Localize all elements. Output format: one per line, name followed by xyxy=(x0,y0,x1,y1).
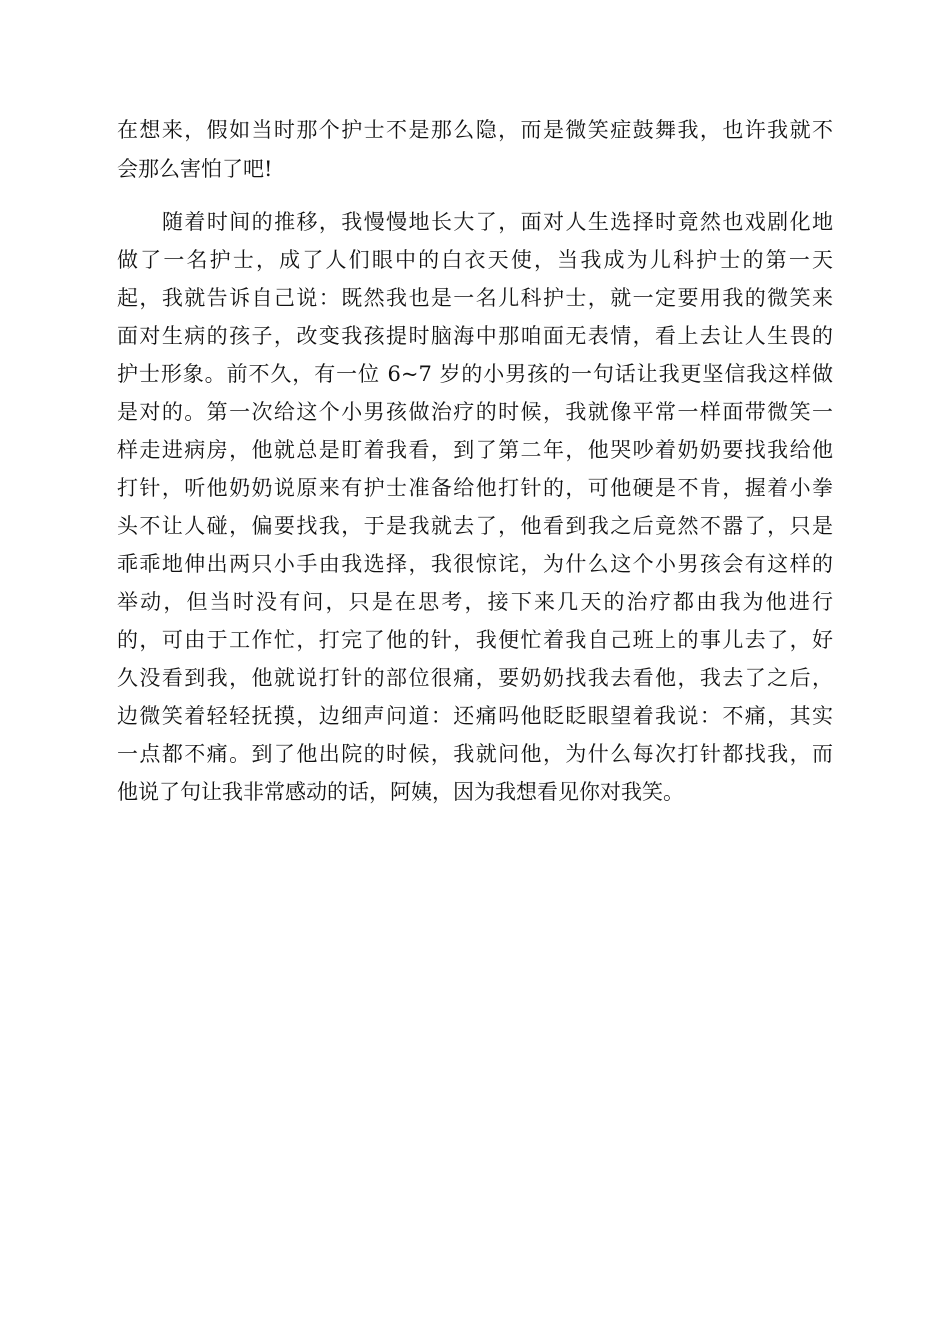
paragraph-2-line-2: 做了一名护士，成了人们眼中的白衣天使，当我成为儿科护士的第一天 xyxy=(117,248,833,272)
paragraph-2-line-10: 乖乖地伸出两只小手由我选择，我很惊诧，为什么这个小男孩会有这样的 xyxy=(117,552,833,576)
paragraph-1-line-2: 会那么害怕了吧! xyxy=(117,157,273,181)
paragraph-2-line-11: 举动，但当时没有问，只是在思考，接下来几天的治疗都由我为他进行 xyxy=(117,590,833,614)
paragraph-2-line-16: 他说了句让我非常感动的话，阿姨，因为我想看见你对我笑。 xyxy=(117,780,684,804)
paragraph-2-line-9: 头不让人碰，偏要找我，于是我就去了，他看到我之后竟然不嚣了，只是 xyxy=(117,514,833,538)
paragraph-2-line-12: 的，可由于工作忙，打完了他的针，我便忙着我自己班上的事儿去了，好 xyxy=(117,628,833,652)
paragraph-2-line-6: 是对的。第一次给这个小男孩做治疗的时候，我就像平常一样面带微笑一 xyxy=(117,400,833,424)
paragraph-2-line-13: 久没看到我，他就说打针的部位很痛，要奶奶找我去看他，我去了之后， xyxy=(117,666,833,690)
paragraph-2-line-4: 面对生病的孩子，改变我孩提时脑海中那咱面无表情，看上去让人生畏的 xyxy=(117,324,833,348)
paragraph-2-line-15: 一点都不痛。到了他出院的时候，我就问他，为什么每次打针都找我，而 xyxy=(117,742,833,766)
paragraph-2-line-8: 打针，听他奶奶说原来有护士准备给他打针的，可他硬是不肯，握着小拳 xyxy=(117,476,833,500)
paragraph-2-line-7: 样走进病房，他就总是盯着我看，到了第二年，他哭吵着奶奶要找我给他 xyxy=(117,438,833,462)
paragraph-2-line-1: 随着时间的推移，我慢慢地长大了，面对人生选择时竟然也戏剧化地 xyxy=(162,210,833,234)
paragraph-2-line-3: 起，我就告诉自己说：既然我也是一名儿科护士，就一定要用我的微笑来 xyxy=(117,286,833,310)
paragraph-2-line-5: 护士形象。前不久，有一位 6~7 岁的小男孩的一句话让我更坚信我这样做 xyxy=(117,362,833,386)
paragraph-2-line-14: 边微笑着轻轻抚摸，边细声问道：还痛吗他眨眨眼望着我说：不痛，其实 xyxy=(117,704,833,728)
paragraph-1-line-1: 在想来，假如当时那个护士不是那么隐，而是微笑症鼓舞我，也许我就不 xyxy=(117,118,833,142)
